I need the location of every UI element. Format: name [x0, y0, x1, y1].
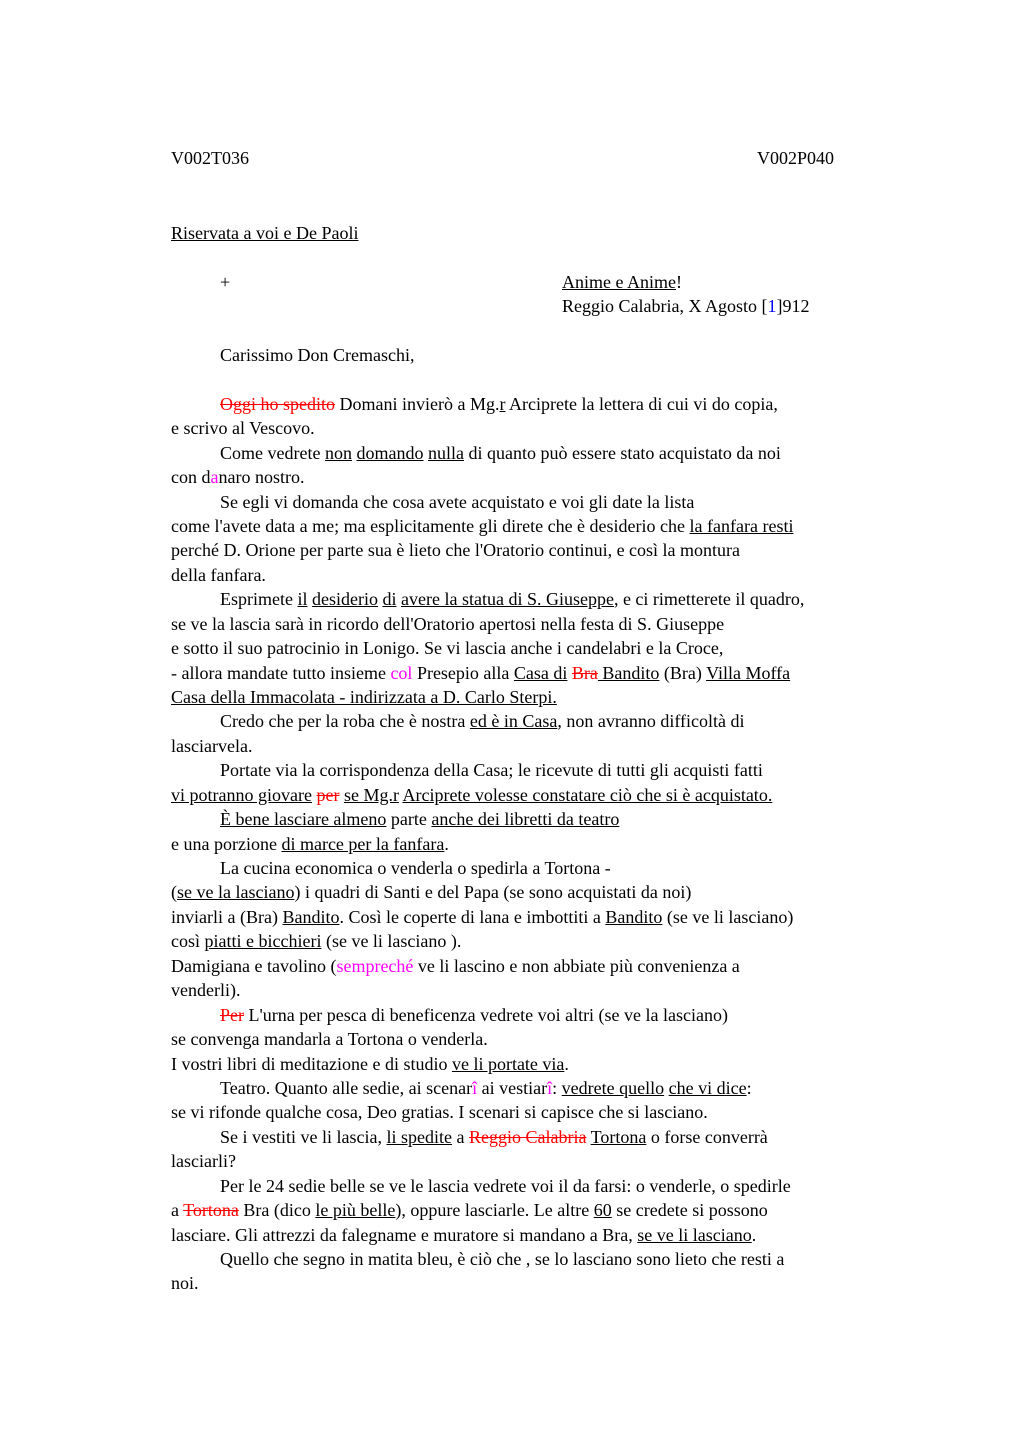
paragraph-line: perché D. Orione per parte sua è lieto che l'Oratorio continui, e così la montura — [171, 540, 741, 560]
paragraph-line: lasciare. Gli attrezzi da falegname e muratore si mandano a Bra, se ve li lasciano. — [171, 1225, 757, 1245]
paragraph-line: Portate via la corrispondenza della Casa; le ricevute di tutti gli acquisti fatti — [220, 760, 763, 780]
motto: Anime e Anime! — [562, 272, 682, 292]
reserved-note: Riservata a voi e De Paoli — [171, 223, 359, 243]
document-code-right: V002P040 — [757, 148, 835, 168]
paragraph-line: Se i vestiti ve li lascia, li spedite a Reggio Calabria Tortona o forse converrà — [220, 1127, 768, 1147]
paragraph-line: Teatro. Quanto alle sedie, ai scenarî ai vestiarî: vedrete quello che vi dice: — [220, 1078, 752, 1098]
paragraph-line: lasciarli? — [171, 1151, 236, 1171]
paragraph-line: Quello che segno in matita bleu, è ciò che , se lo lasciano sono lieto che resti a — [220, 1249, 785, 1269]
paragraph-line: inviarli a (Bra) Bandito. Così le coperte di lana e imbottiti a Bandito (se ve li lasciano) — [171, 907, 794, 927]
paragraph-line: Come vedrete non domando nulla di quanto può essere stato acquistato da noi — [220, 443, 781, 463]
paragraph-line: a Tortona Bra (dico le più belle), oppure lasciarle. Le altre 60 se credete si possono — [171, 1200, 768, 1220]
paragraph-line: venderli). — [171, 980, 241, 1000]
paragraph-line: con danaro nostro. — [171, 467, 305, 487]
paragraph-line: (se ve la lasciano) i quadri di Santi e del Papa (se sono acquistati da noi) — [171, 882, 692, 902]
paragraph-line: Se egli vi domanda che cosa avete acquistato e voi gli date la lista — [220, 492, 695, 512]
paragraph-line: lasciarvela. — [171, 736, 253, 756]
paragraph-line: - allora mandate tutto insieme col Presepio alla Casa di Bra Bandito (Bra) Villa Moffa — [171, 663, 791, 683]
paragraph-line: e sotto il suo patrocinio in Lonigo. Se vi lascia anche i candelabri e la Croce, — [171, 638, 724, 658]
paragraph-line: Credo che per la roba che è nostra ed è in Casa, non avranno difficoltà di — [220, 711, 745, 731]
cross-symbol: + — [220, 272, 231, 292]
paragraph-line: Damigiana e tavolino (sempreché ve li lascino e non abbiate più convenienza a — [171, 956, 740, 976]
paragraph-line: Casa della Immacolata - indirizzata a D. Carlo Sterpi. — [171, 687, 557, 707]
salutation: Carissimo Don Cremaschi, — [220, 345, 415, 365]
paragraph-line: noi. — [171, 1273, 199, 1293]
paragraph-line: Per L'urna per pesca di beneficenza vedrete voi altri (se ve la lasciano) — [220, 1005, 728, 1025]
paragraph-line: e scrivo al Vescovo. — [171, 418, 315, 438]
paragraph-line: come l'avete data a me; ma esplicitamente gli direte che è desiderio che la fanfara resti — [171, 516, 794, 536]
paragraph-line: se convenga mandarla a Tortona o venderla. — [171, 1029, 488, 1049]
paragraph-line: se ve la lascia sarà in ricordo dell'Oratorio apertosi nella festa di S. Giuseppe — [171, 614, 725, 634]
paragraph-line: Oggi ho spedito Domani invierò a Mg.r Arciprete la lettera di cui vi do copia, — [220, 394, 778, 414]
paragraph-line: della fanfara. — [171, 565, 266, 585]
paragraph-line: Per le 24 sedie belle se ve le lascia vedrete voi il da farsi: o venderle, o spedirle — [220, 1176, 791, 1196]
paragraph-line: Esprimete il desiderio di avere la statua di S. Giuseppe, e ci rimetterete il quadro, — [220, 589, 805, 609]
place-date: Reggio Calabria, X Agosto [1]912 — [562, 296, 810, 316]
paragraph-line: vi potranno giovare per se Mg.r Arciprete volesse constatare ciò che si è acquistato. — [171, 785, 773, 805]
document-code-left: V002T036 — [171, 148, 249, 168]
paragraph-line: La cucina economica o venderla o spedirla a Tortona - — [220, 858, 611, 878]
paragraph-line: I vostri libri di meditazione e di studio ve li portate via. — [171, 1054, 569, 1074]
paragraph-line: così piatti e bicchieri (se ve li lasciano ). — [171, 931, 462, 951]
paragraph-line: se vi rifonde qualche cosa, Deo gratias. I scenari si capisce che si lasciano. — [171, 1102, 708, 1122]
paragraph-line: e una porzione di marce per la fanfara. — [171, 834, 449, 854]
paragraph-line: È bene lasciare almeno parte anche dei libretti da teatro — [220, 809, 620, 829]
